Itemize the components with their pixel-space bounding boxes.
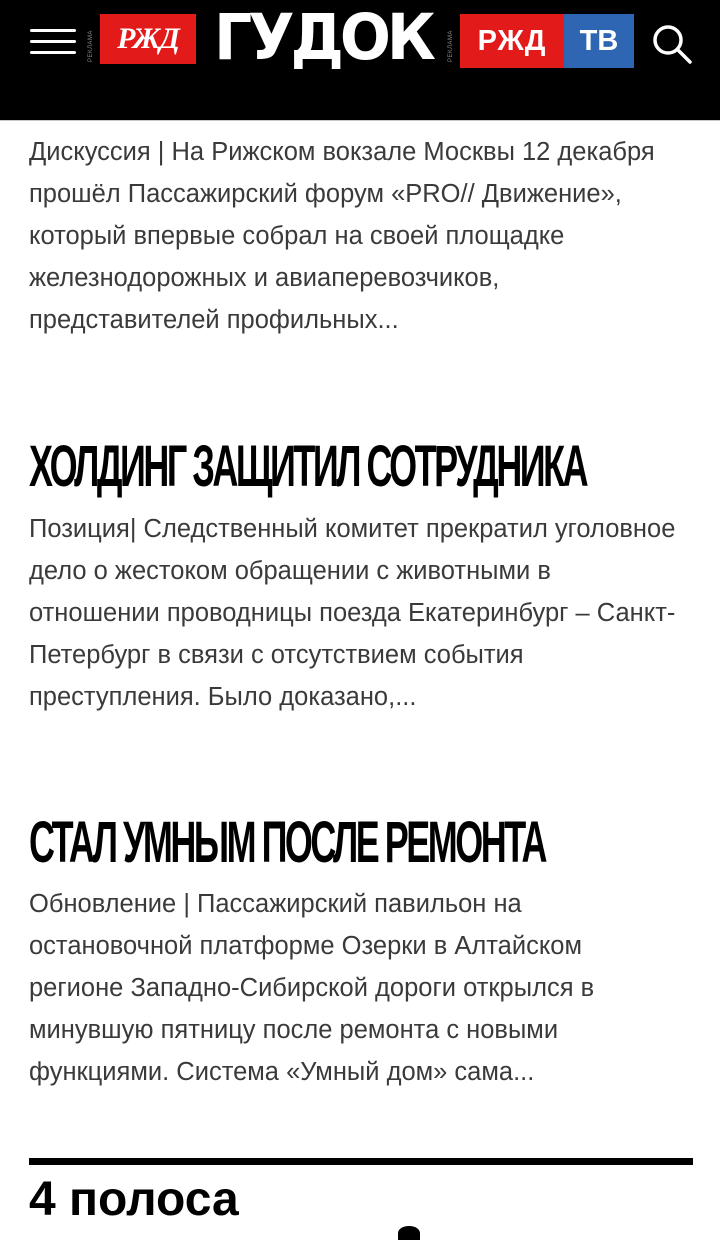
ad-label: РЕКЛАМА (88, 30, 94, 62)
article-lead[interactable]: Позиция| Следственный комитет прекратил уголовное дело о жестоком обращении с животными в отношении проводницы поезда Екатеринбург – Санкт-Петербург в связи с отсутствием события преступления. Было доказано,... (29, 515, 676, 711)
hamburger-menu-icon[interactable] (30, 28, 76, 56)
article-lead[interactable]: Обновление | Пассажирский павильон на остановочной платформе Озерки в Алтайском регионе Западно-Сибирской дороги открылся в минувшую пятницу после ремонта с новыми функциями. Система «Умный дом» сама... (29, 890, 595, 1086)
article-lead[interactable]: Дискуссия | На Рижском вокзале Москвы 12 декабря прошёл Пассажирский форум «PRO// Движение», который впервые собрал на своей площадке железнодорожных и авиаперевозчиков, представителей профильных... (29, 138, 655, 334)
site-header (0, 0, 720, 121)
gudok-logo[interactable]: ГУДОК (214, 1, 432, 75)
rzd-logo[interactable] (100, 14, 196, 64)
section-title[interactable]: 4 полоса (29, 1173, 239, 1226)
section-divider (29, 1158, 693, 1165)
rzd-tv-logo[interactable] (460, 14, 634, 68)
article-title[interactable]: ХОЛДИНГ ЗАЩИТИЛ СОТРУДНИКА (29, 434, 587, 499)
next-content-edge (398, 1226, 420, 1240)
search-icon[interactable] (650, 22, 694, 66)
article-title[interactable]: СТАЛ УМНЫМ ПОСЛЕ РЕМОНТА (29, 810, 545, 875)
rzd-logo-text: РЖД (117, 22, 179, 55)
ad-label: РЕКЛАМА (448, 30, 454, 62)
rzd-tv-logo-tv: ТВ (564, 14, 634, 68)
rzd-tv-logo-rzd: РЖД (460, 14, 564, 68)
